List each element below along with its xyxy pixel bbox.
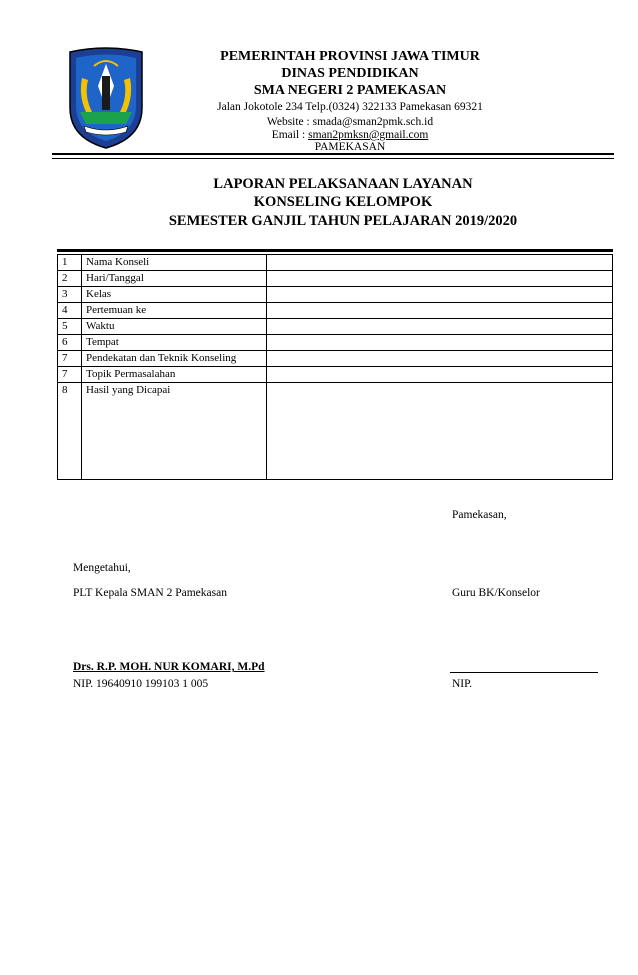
principal-name: Drs. R.P. MOH. NUR KOMARI, M.Pd: [73, 661, 265, 673]
letterhead-divider-thick: [52, 153, 614, 155]
row-number: 4: [58, 303, 82, 319]
row-number: 5: [58, 319, 82, 335]
report-semester: SEMESTER GANJIL TAHUN PELAJARAN 2019/2020: [168, 213, 518, 229]
counselor-signature-line: [450, 672, 598, 673]
row-value-field[interactable]: [267, 319, 613, 335]
table-row: [58, 271, 613, 287]
school-website: Website : smada@sman2pmk.sch.id: [266, 116, 434, 128]
report-subtitle: KONSELING KELOMPOK: [253, 194, 433, 210]
row-number: 6: [58, 335, 82, 351]
school-name: SMA NEGERI 2 PAMEKASAN: [253, 83, 447, 98]
table-row: [58, 287, 613, 303]
table-top-border: [57, 249, 613, 252]
row-label: Topik Permasalahan: [82, 367, 267, 383]
table-row: [58, 335, 613, 351]
school-email: [160, 129, 540, 141]
row-value-field[interactable]: [267, 287, 613, 303]
report-title: LAPORAN PELAKSANAAN LAYANAN: [213, 176, 473, 192]
row-value-field[interactable]: [267, 335, 613, 351]
principal-role: PLT Kepala SMAN 2 Pamekasan: [73, 587, 227, 599]
row-value-field[interactable]: [267, 303, 613, 319]
row-label: Hasil yang Dicapai: [82, 383, 267, 480]
government-name: PEMERINTAH PROVINSI JAWA TIMUR: [220, 49, 480, 64]
provincial-emblem-logo: [64, 46, 148, 150]
row-label: Pendekatan dan Teknik Konseling: [82, 351, 267, 367]
counselor-nip: NIP.: [452, 678, 473, 690]
principal-nip: NIP. 19640910 199103 1 005: [73, 678, 209, 690]
acknowledged-label: Mengetahui,: [73, 562, 131, 574]
row-number: 3: [58, 287, 82, 303]
row-label: Nama Konseli: [82, 255, 267, 271]
row-value-field[interactable]: [267, 367, 613, 383]
row-number: 7: [58, 367, 82, 383]
table-row: [58, 319, 613, 335]
row-label: Hari/Tanggal: [82, 271, 267, 287]
table-row: [58, 383, 613, 480]
table-row: [58, 351, 613, 367]
table-row: [58, 303, 613, 319]
department-name: DINAS PENDIDIKAN: [281, 66, 419, 81]
row-number: 7: [58, 351, 82, 367]
row-number: 8: [58, 383, 82, 480]
letterhead-divider-thin: [52, 158, 614, 159]
row-label: Waktu: [82, 319, 267, 335]
row-number: 1: [58, 255, 82, 271]
row-label: Tempat: [82, 335, 267, 351]
report-form-table: [57, 254, 613, 480]
email-label: Email :: [271, 129, 309, 141]
table-row: [58, 255, 613, 271]
email-link[interactable]: sman2pmksn@gmail.com: [308, 129, 429, 141]
school-address: Jalan Jokotole 234 Telp.(0324) 322133 Pamekasan 69321: [217, 101, 483, 113]
counselor-role: Guru BK/Konselor: [452, 587, 540, 599]
table-row: [58, 367, 613, 383]
row-value-field[interactable]: [267, 383, 613, 480]
row-label: Pertemuan ke: [82, 303, 267, 319]
row-number: 2: [58, 271, 82, 287]
signing-place: Pamekasan,: [452, 509, 507, 521]
school-city: PAMEKASAN: [314, 141, 386, 153]
row-value-field[interactable]: [267, 351, 613, 367]
row-value-field[interactable]: [267, 271, 613, 287]
row-label: Kelas: [82, 287, 267, 303]
row-value-field[interactable]: [267, 255, 613, 271]
